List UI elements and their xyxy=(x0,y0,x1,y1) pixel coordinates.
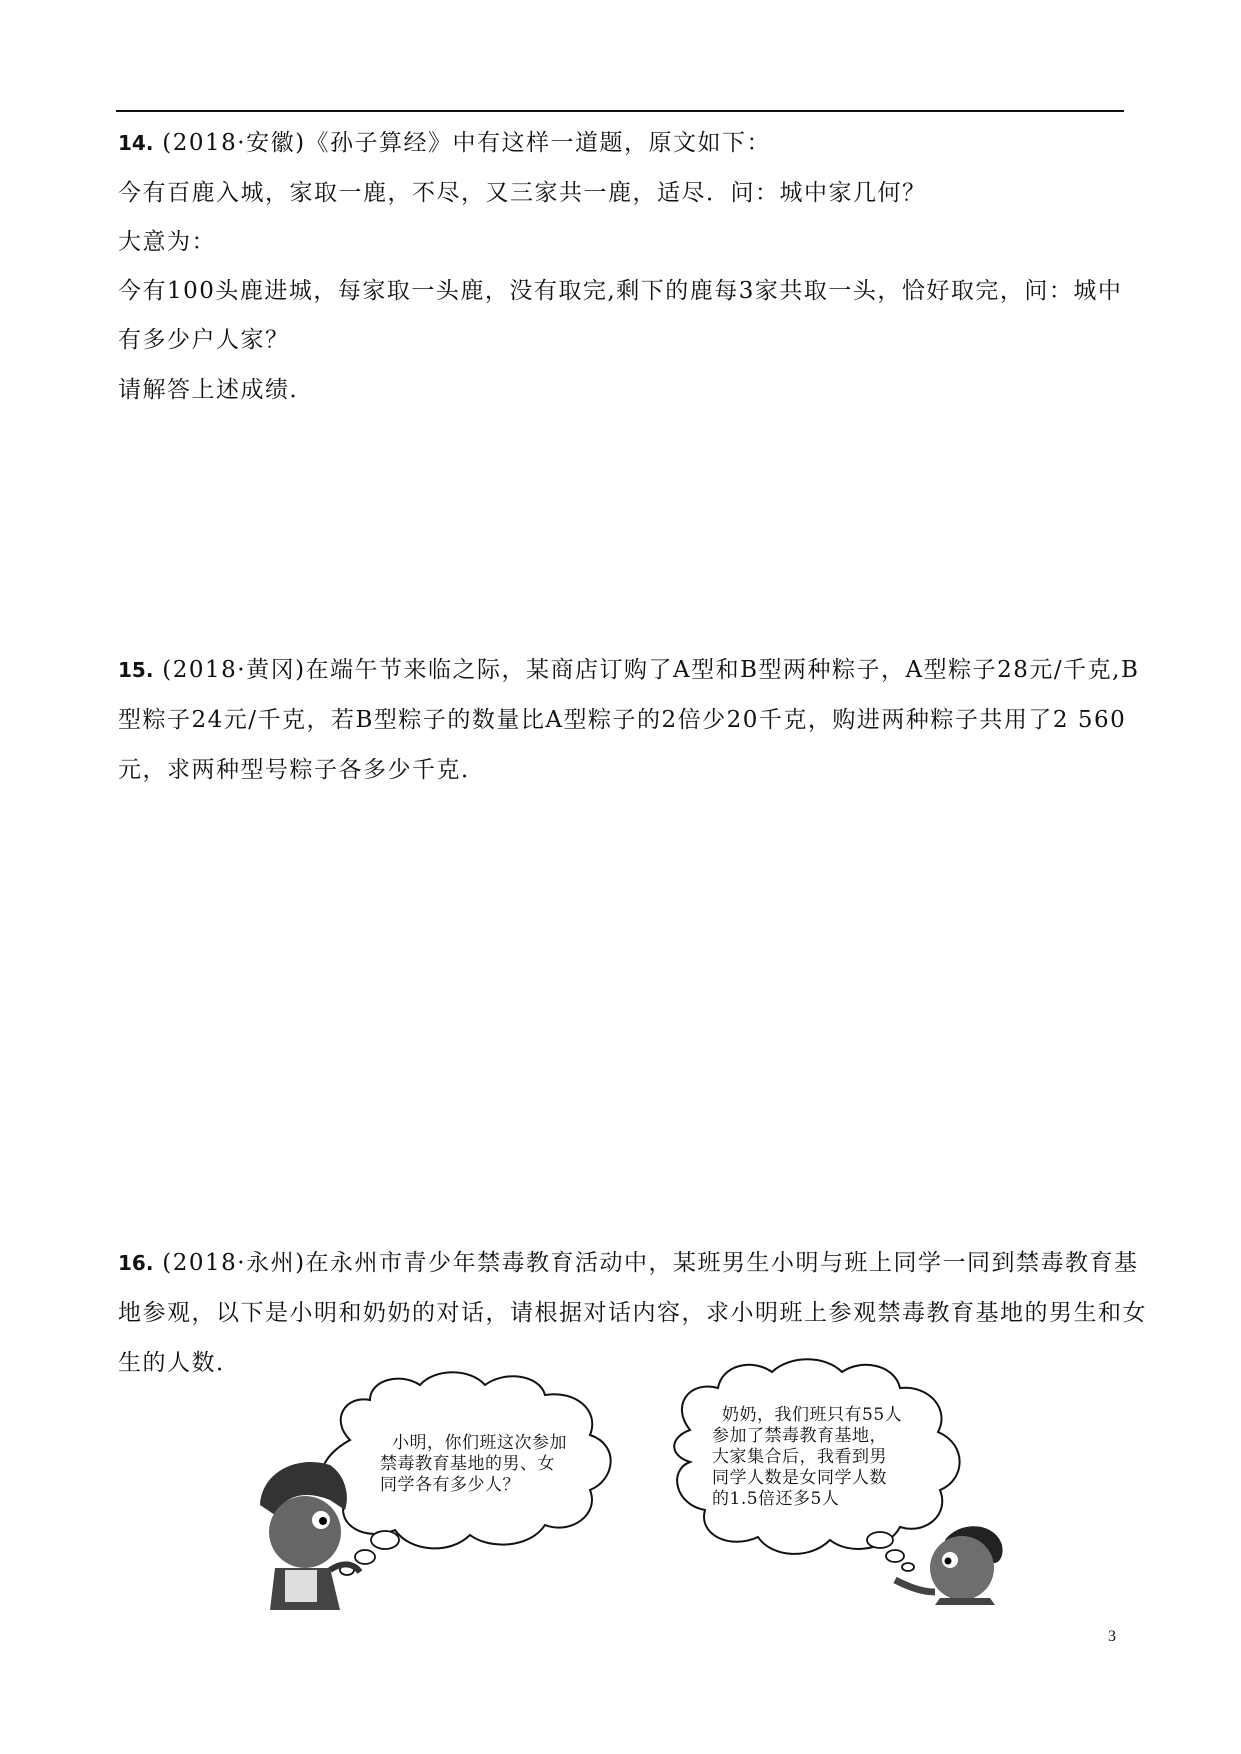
q14-line6: 请解答上述成绩． xyxy=(118,377,314,403)
right-bubble-line-1: 奶奶，我们班只有55人 xyxy=(722,1405,903,1425)
right-thought-dot-3 xyxy=(902,1563,914,1571)
q15-text-line1: (2018·黄冈)在端午节来临之际，某商店订购了A型和B型两种粽子，A型粽子28元/千克,B xyxy=(162,657,1140,683)
right-bubble-line-4: 同学人数是女同学人数 xyxy=(712,1468,887,1488)
right-bubble-line-5: 的1.5倍还多5人 xyxy=(712,1489,840,1509)
left-bubble-line-2: 禁毒教育基地的男、女 xyxy=(380,1454,555,1474)
q16-line3: 生的人数． xyxy=(118,1350,241,1376)
q14-line3: 大意为： xyxy=(118,229,216,255)
left-thought-dot-1 xyxy=(371,1531,399,1549)
left-thought-dot-2 xyxy=(355,1550,375,1564)
right-bubble-line-3: 大家集合后，我看到男 xyxy=(712,1447,887,1467)
q15-line2: 型粽子24元/千克，若B型粽子的数量比A型粽子的2倍少20千克，购进两种粽子共用了2 560 xyxy=(118,707,1127,733)
page-number: 3 xyxy=(1108,1628,1116,1645)
q16-text-line1: (2018·永州)在永州市青少年禁毒教育活动中，某班男生小明与班上同学一同到禁毒教育基 xyxy=(162,1250,1139,1276)
q16-number: 16. xyxy=(118,1251,154,1275)
q15-line3: 元，求两种型号粽子各多少千克． xyxy=(118,757,486,783)
q14-line5: 有多少户人家？ xyxy=(118,327,290,353)
q15-number: 15. xyxy=(118,658,154,682)
left-bubble-line-1: 小明，你们班这次参加 xyxy=(392,1433,567,1453)
q16-line2: 地参观，以下是小明和奶奶的对话，请根据对话内容，求小明班上参观禁毒教育基地的男生和女 xyxy=(118,1300,1147,1326)
right-thought-dot-1 xyxy=(867,1532,893,1548)
right-thought-dot-2 xyxy=(886,1550,904,1562)
right-bubble-line-2: 参加了禁毒教育基地， xyxy=(712,1426,887,1446)
left-bubble-line-3: 同学各有多少人？ xyxy=(380,1475,520,1495)
q14-source: (2018·安徽)《孙子算经》中有这样一道题，原文如下： xyxy=(162,130,772,156)
q14-line2: 今有百鹿入城，家取一鹿，不尽，又三家共一鹿，适尽．问：城中家几何？ xyxy=(118,180,927,206)
q14-number: 14. xyxy=(118,131,154,155)
q14-line4: 今有100头鹿进城，每家取一头鹿，没有取完,剩下的鹿每3家共取一头，恰好取完，问：城中 xyxy=(118,278,1123,304)
